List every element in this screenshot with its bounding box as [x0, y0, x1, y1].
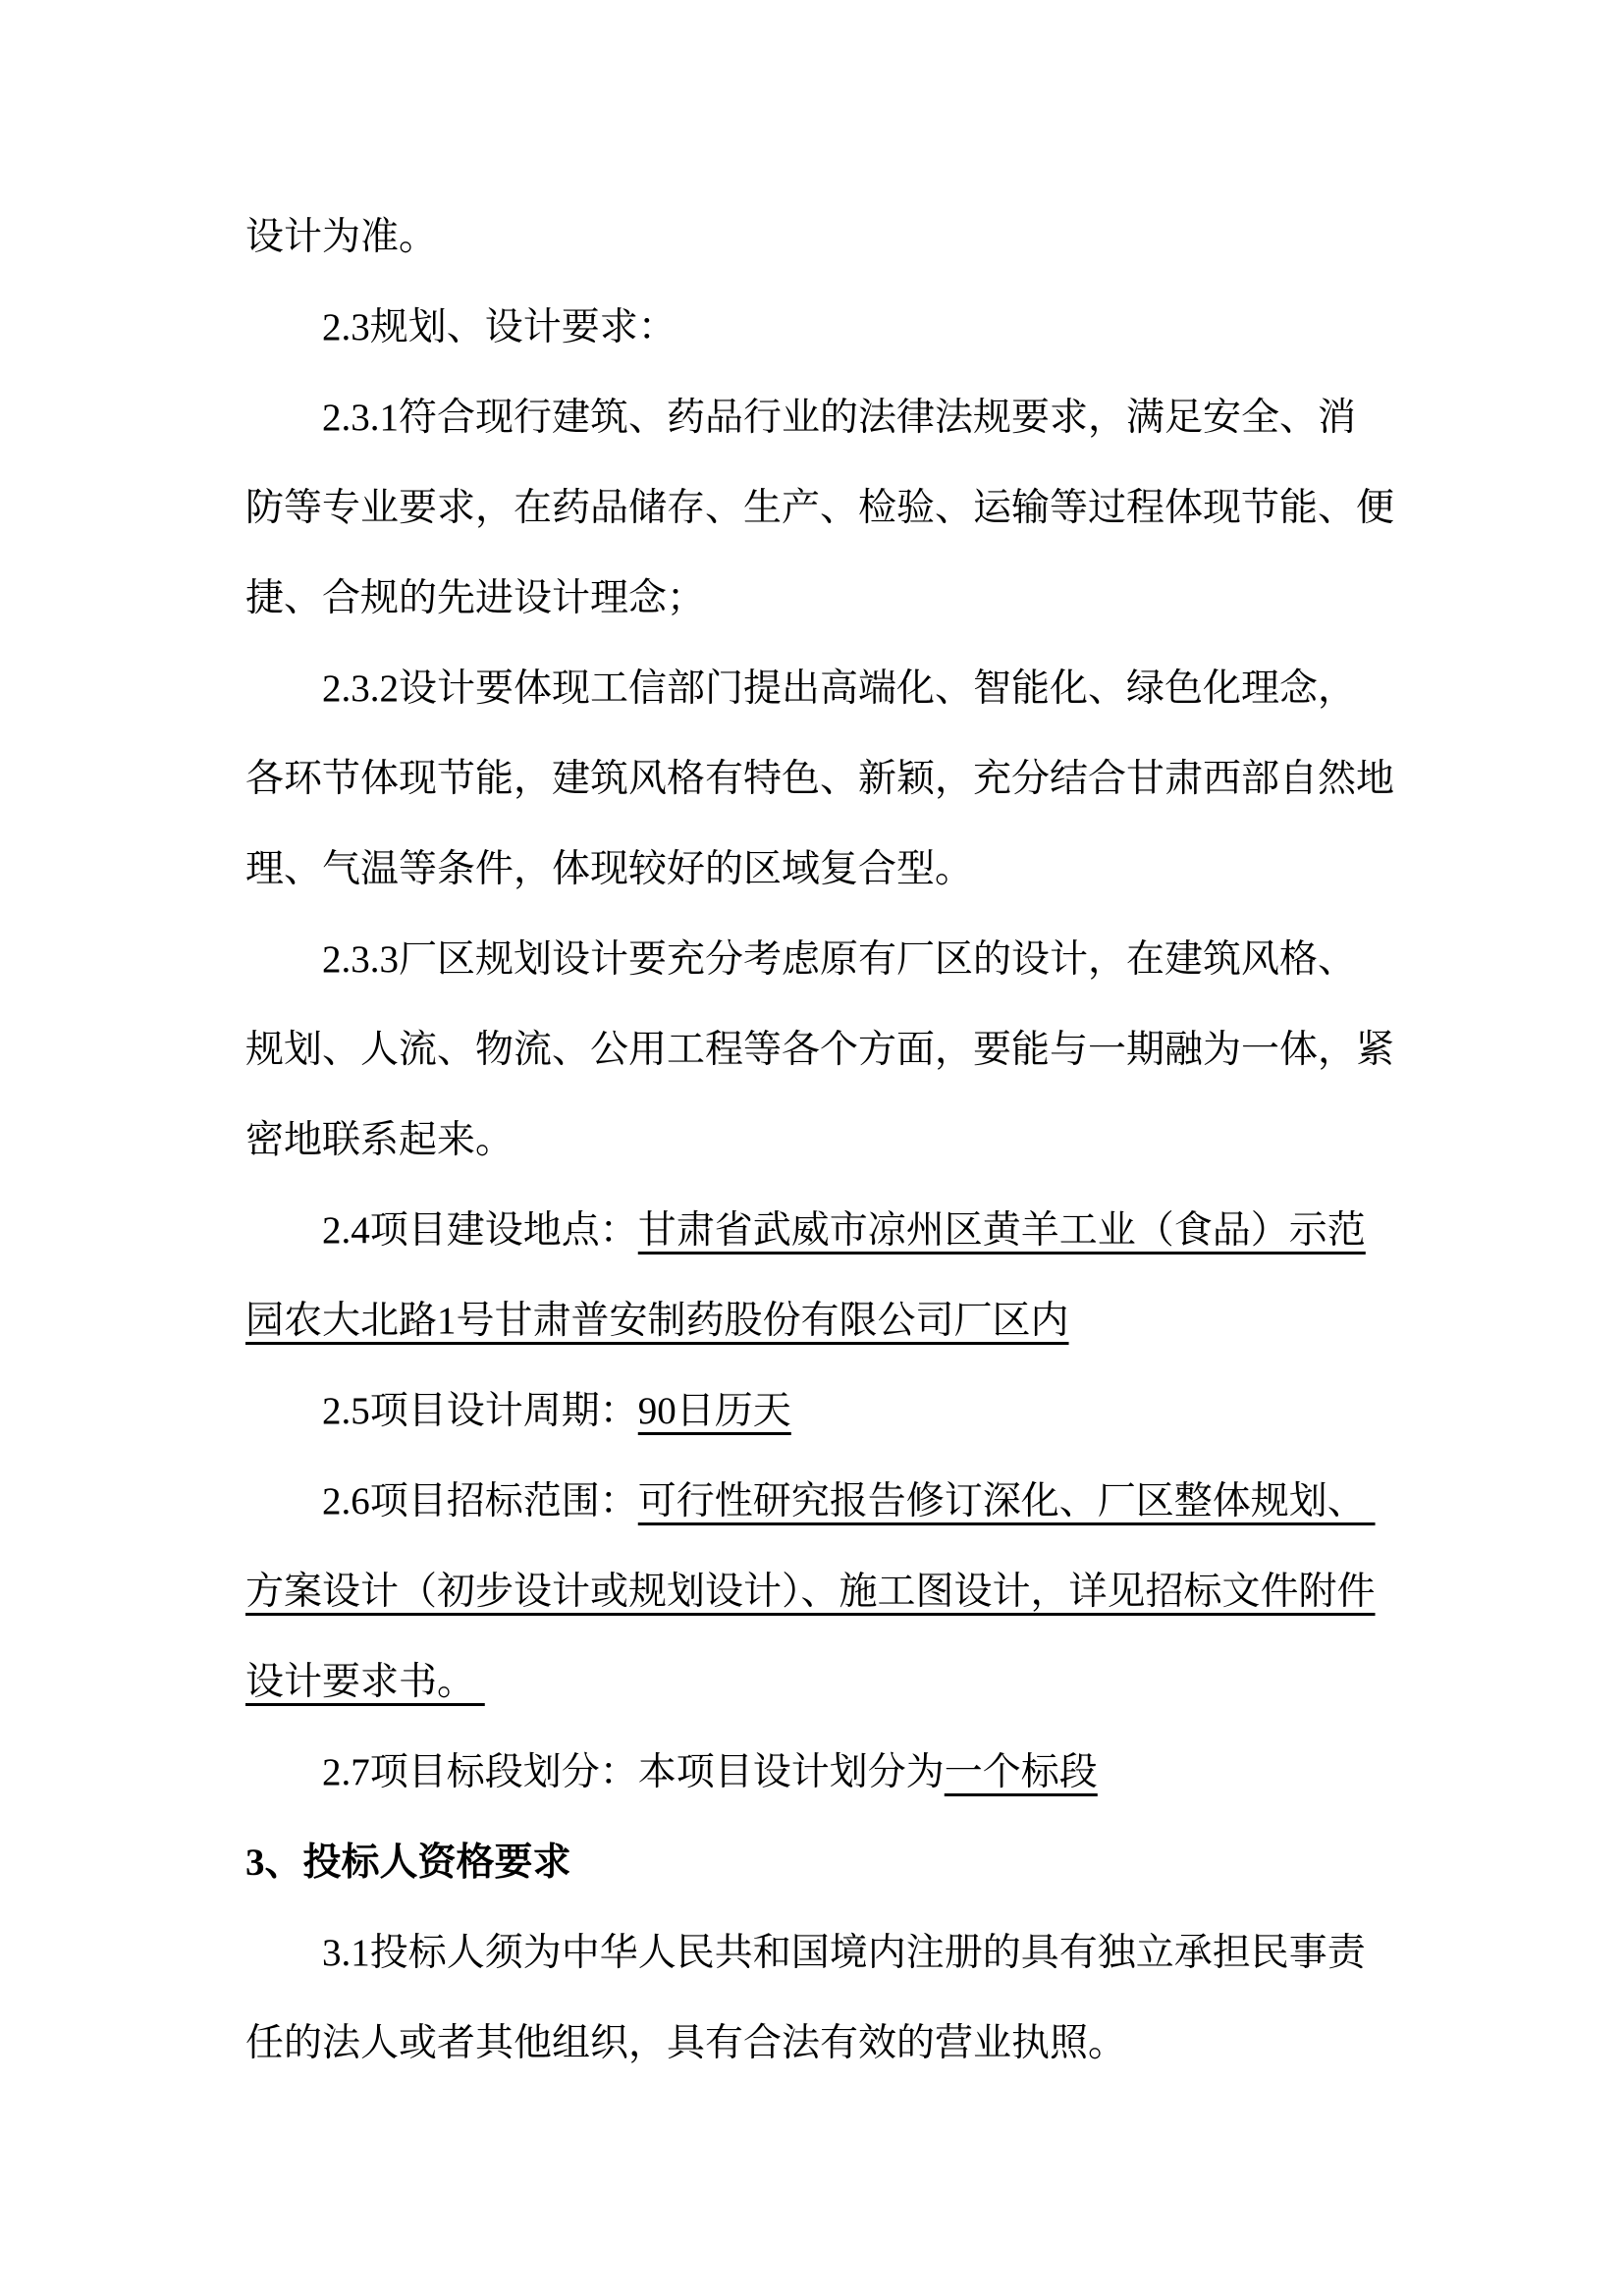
text-run: 设计为准。 [245, 216, 438, 258]
text-run: 任的法人或者其他组织，具有合法有效的营业执照。 [245, 2022, 1127, 2064]
text-run: 各环节体现节能，建筑风格有特色、新颖，充分结合甘肃西部自然地 [245, 758, 1395, 800]
text-line [245, 463, 1394, 554]
text-line [245, 644, 1394, 734]
text-run: 密地联系起来。 [245, 1119, 514, 1161]
underlined-text: 设计要求书。 [245, 1661, 485, 1703]
text-run: 3.1投标人须为中华人民共和国境内注册的具有独立承担民事责 [322, 1932, 1366, 1974]
text-run: 理、气温等条件，体现较好的区域复合型。 [245, 848, 974, 890]
text-line [245, 1547, 1394, 1637]
text-line [245, 192, 1394, 283]
text-line [245, 1908, 1394, 1999]
text-run: 3、投标人资格要求 [245, 1842, 571, 1884]
text-run: 2.3规划、设计要求： [322, 306, 677, 348]
text-run: 规划、人流、物流、公用工程等各个方面，要能与一期融为一体，紧 [245, 1029, 1395, 1071]
text-line [245, 915, 1394, 1005]
underlined-text: 一个标段 [944, 1751, 1098, 1793]
underlined-text: 甘肃省武威市凉州区黄羊工业（食品）示范 [637, 1209, 1366, 1252]
underlined-text: 可行性研究报告修订深化、厂区整体规划、 [637, 1480, 1376, 1522]
text-run: 2.4项目建设地点： [322, 1209, 638, 1252]
text-line [245, 283, 1394, 373]
text-line [245, 825, 1394, 915]
text-line [245, 554, 1394, 644]
section-heading [245, 1818, 1394, 1908]
underlined-text: 园农大北路1号甘肃普安制药股份有限公司厂区内 [245, 1300, 1069, 1342]
underlined-text: 90日历天 [637, 1390, 791, 1432]
text-run: 2.7项目标段划分：本项目设计划分为 [322, 1751, 945, 1793]
text-line [245, 1186, 1394, 1276]
text-line [245, 1095, 1394, 1186]
text-line [245, 1366, 1394, 1457]
text-run: 2.6项目招标范围： [322, 1480, 638, 1522]
document-content [245, 192, 1394, 2089]
text-run: 2.5项目设计周期： [322, 1390, 638, 1432]
text-run: 防等专业要求，在药品储存、生产、检验、运输等过程体现节能、便 [245, 487, 1395, 529]
text-run: 捷、合规的先进设计理念； [245, 577, 706, 619]
text-line [245, 1637, 1394, 1728]
text-line [245, 1457, 1394, 1547]
underlined-text: 方案设计（初步设计或规划设计）、施工图设计，详见招标文件附件 [245, 1571, 1376, 1613]
text-line [245, 373, 1394, 463]
text-run: 2.3.3厂区规划设计要充分考虑原有厂区的设计，在建筑风格、 [322, 938, 1357, 981]
text-line [245, 1999, 1394, 2089]
text-line [245, 1005, 1394, 1095]
text-line [245, 734, 1394, 825]
text-line [245, 1728, 1394, 1818]
text-run: 2.3.1符合现行建筑、药品行业的法律法规要求，满足安全、消 [322, 397, 1357, 439]
text-run: 2.3.2设计要体现工信部门提出高端化、智能化、绿色化理念， [322, 667, 1357, 710]
text-line [245, 1276, 1394, 1366]
